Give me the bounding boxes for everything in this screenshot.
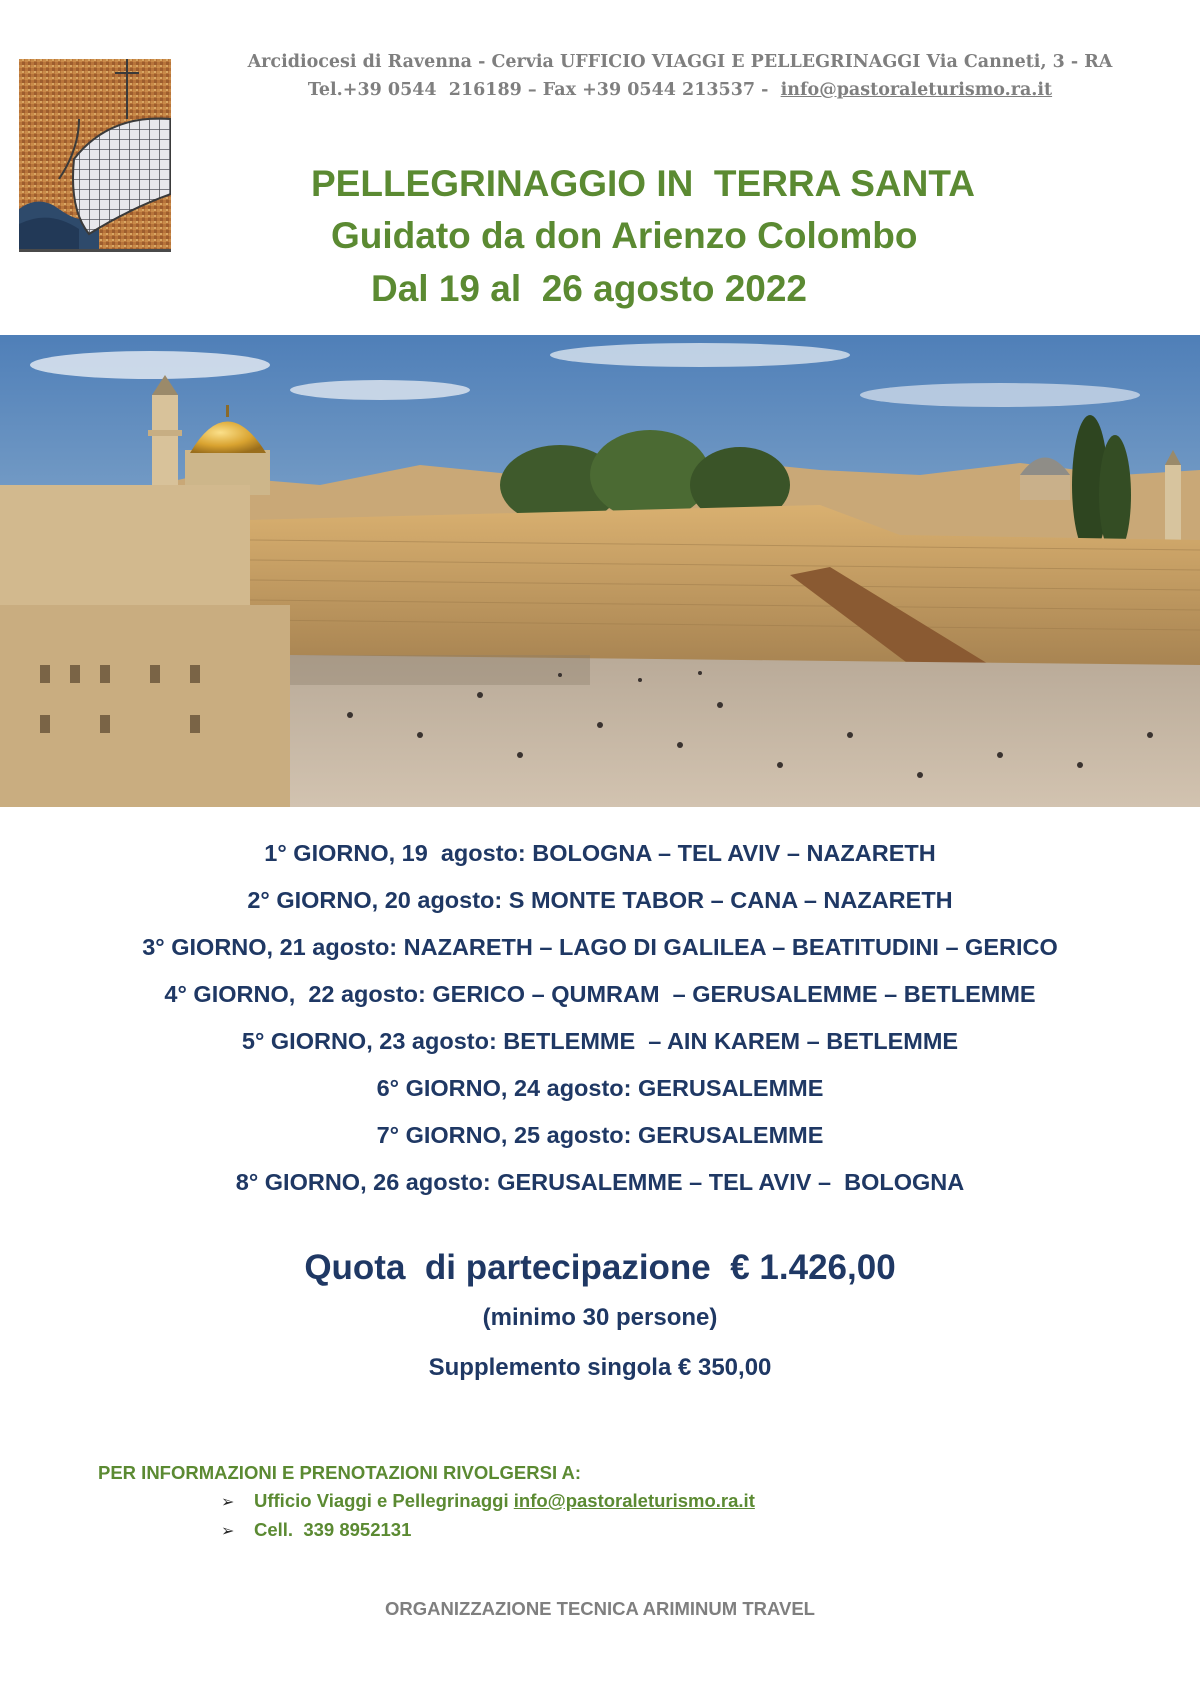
office-contact-email-link[interactable]: info@pastoraleturismo.ra.it — [513, 1490, 755, 1511]
itinerary-list — [0, 830, 1200, 1206]
cell-phone: Cell. 339 8952131 — [254, 1519, 412, 1540]
guide-subtitle: Guidato da don Arienzo Colombo — [331, 215, 918, 256]
date-range: Dal 19 al 26 agosto 2022 — [371, 268, 808, 309]
booking-contacts-list — [221, 1487, 755, 1545]
itinerary-day-7: 7° GIORNO, 25 agosto: GERUSALEMME — [376, 1122, 824, 1148]
itinerary-day-2: 2° GIORNO, 20 agosto: S MONTE TABOR – CANA – NAZARETH — [247, 887, 953, 913]
itinerary-day-5: 5° GIORNO, 23 agosto: BETLEMME – AIN KAREM – BETLEMME — [241, 1028, 959, 1054]
minimum-participants: (minimo 30 persone) — [482, 1304, 718, 1331]
itinerary-day-4: 4° GIORNO, 22 agosto: GERICO – QUMRAM – GERUSALEMME – BETLEMME — [164, 981, 1036, 1007]
single-room-supplement: Supplemento singola € 350,00 — [428, 1354, 772, 1381]
office-header-contacts — [180, 76, 1180, 104]
office-phone-fax: Tel.+39 0544 216189 – Fax +39 0544 213537 - — [307, 80, 781, 100]
list-item — [221, 1516, 755, 1545]
arrow-bullet-icon: ➢ — [221, 1523, 235, 1540]
office-email-link[interactable]: info@pastoraleturismo.ra.it — [780, 80, 1053, 100]
itinerary-day-1: 1° GIORNO, 19 agosto: BOLOGNA – TEL AVIV – NAZARETH — [264, 840, 936, 866]
office-header — [180, 48, 1180, 104]
itinerary-day-3: 3° GIORNO, 21 agosto: NAZARETH – LAGO DI GALILEA – BEATITUDINI – GERICO — [142, 934, 1058, 960]
office-contact-label: Ufficio Viaggi e Pellegrinaggi — [254, 1490, 514, 1511]
itinerary-day-6: 6° GIORNO, 24 agosto: GERUSALEMME — [376, 1075, 824, 1101]
participation-fee: Quota di partecipazione € 1.426,00 — [304, 1248, 896, 1287]
jerusalem-panorama-photo — [0, 335, 1200, 807]
arrow-bullet-icon: ➢ — [221, 1494, 235, 1511]
pricing-block — [0, 1243, 1200, 1393]
list-item — [221, 1487, 755, 1516]
itinerary-day-8: 8° GIORNO, 26 agosto: GERUSALEMME – TEL AVIV – BOLOGNA — [235, 1169, 965, 1195]
office-header-address: Arcidiocesi di Ravenna - Cervia UFFICIO VIAGGI E PELLEGRINAGGI Via Canneti, 3 - RA — [247, 52, 1113, 72]
page-title: PELLEGRINAGGIO IN TERRA SANTA — [311, 163, 975, 204]
booking-info-heading: PER INFORMAZIONI E PRENOTAZIONI RIVOLGERSI A: — [98, 1462, 582, 1483]
mosaic-ship-logo — [19, 59, 171, 252]
booking-info — [98, 1459, 755, 1545]
technical-organization-footer: ORGANIZZAZIONE TECNICA ARIMINUM TRAVEL — [385, 1598, 815, 1619]
